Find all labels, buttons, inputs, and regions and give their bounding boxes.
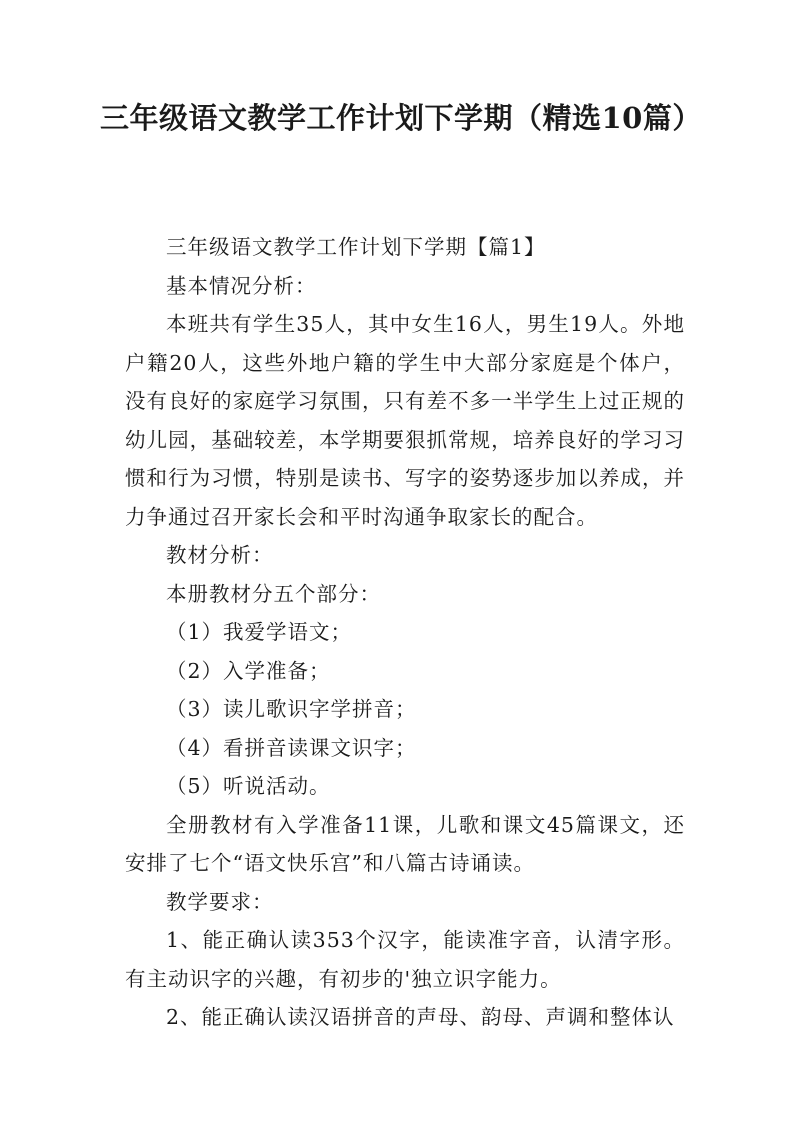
subheading-textbook-analysis: 教材分析：: [166, 543, 274, 567]
list-item: （4）看拼音读课文识字；: [166, 735, 417, 760]
paragraph-class-overview: 本班共有学生35人，其中女生16人，男生19人。外地户籍20人，这些外地户籍的学生中大部分家庭是个体户，没有良好的家庭学习氛围，只有差不多一半学生上过正规的幼儿园，基础较差，本学期要狠抓常规，培养良好的学习习惯和行为习惯，特别是读书、写字的姿势逐步加以养成，并力争通过召开家长会和平时沟通争取家长的配合。: [125, 312, 685, 529]
document-title: 三年级语文教学工作计划下学期（精选10篇）: [100, 101, 702, 135]
list-item: （3）读儿歌识字学拼音；: [166, 697, 417, 721]
requirement-item: 2、能正确认读汉语拼音的声母、韵母、声调和整体认: [166, 1005, 675, 1029]
paragraph-textbook-parts: 本册教材分五个部分：: [166, 581, 381, 606]
document-body: [125, 228, 685, 1037]
section-heading: 三年级语文教学工作计划下学期【篇1】: [166, 235, 546, 259]
subheading-basic-situation: 基本情况分析：: [166, 273, 317, 298]
list-item: （1）我爱学语文；: [166, 620, 353, 644]
paragraph-textbook-contents: 全册教材有入学准备11课，儿歌和课文45篇课文，还安排了七个“语文快乐宫”和八篇古诗诵读。: [125, 812, 685, 875]
list-item: （2）入学准备；: [166, 658, 331, 683]
subheading-teaching-requirements: 教学要求：: [166, 889, 274, 914]
requirement-item: 1、能正确认读353个汉字，能读准字音，认清字形。有主动识字的兴趣，有初步的'独立识字能力。: [125, 928, 685, 991]
list-item: （5）听说活动。: [166, 774, 331, 798]
